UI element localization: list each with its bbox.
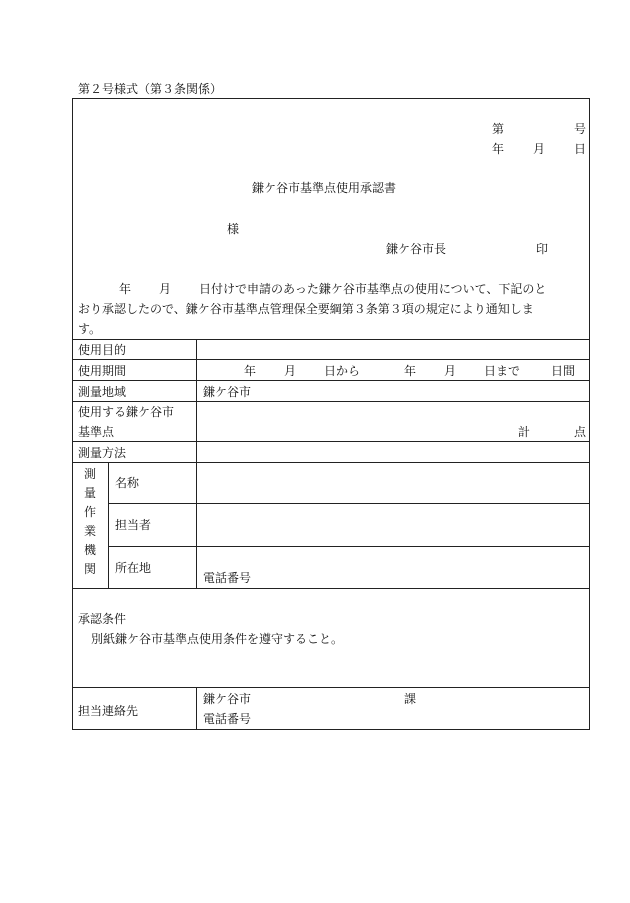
agency-char: 測	[83, 467, 96, 481]
area-value: 鎌ケ谷市	[203, 385, 252, 399]
row-line	[72, 588, 590, 589]
period-month-1: 月	[284, 364, 297, 378]
agency-char: 関	[83, 562, 96, 576]
points-label-line-2: 基準点	[78, 425, 115, 439]
column-divider	[108, 462, 109, 588]
form-number: 第２号様式（第３条関係）	[78, 82, 223, 96]
doc-number-dai: 第	[492, 122, 505, 136]
row-line	[72, 401, 590, 402]
contact-section: 課	[404, 692, 417, 706]
contact-phone-label: 電話番号	[203, 712, 252, 726]
period-month-2: 月	[444, 364, 457, 378]
agency-phone-label: 電話番号	[203, 571, 252, 585]
date-year: 年	[492, 142, 505, 156]
purpose-label: 使用目的	[78, 343, 127, 357]
agency-address-label: 所在地	[115, 561, 152, 575]
document-title: 鎌ケ谷市基準点使用承認書	[252, 181, 397, 195]
agency-char: 作	[83, 505, 96, 519]
points-total-label: 計	[518, 425, 531, 439]
conditions-label: 承認条件	[78, 612, 127, 626]
body-line-3: す。	[78, 322, 102, 336]
method-label: 測量方法	[78, 446, 127, 460]
body-month: 月	[159, 282, 172, 296]
seal-mark: 印	[536, 242, 549, 256]
issuer-name: 鎌ケ谷市長	[386, 242, 447, 256]
contact-label: 担当連絡先	[78, 704, 139, 718]
row-line	[72, 441, 590, 442]
period-year-2: 年	[404, 364, 417, 378]
period-year-1: 年	[244, 364, 257, 378]
conditions-text: 別紙鎌ケ谷市基準点使用条件を遵守すること。	[91, 632, 344, 646]
purpose-field[interactable]	[203, 343, 583, 357]
agency-vertical-label	[78, 465, 102, 579]
agency-char: 機	[83, 543, 96, 557]
agency-person-label: 担当者	[115, 518, 152, 532]
agency-char: 業	[83, 524, 96, 538]
row-line	[72, 462, 590, 463]
body-line-2: おり承認したので、鎌ケ谷市基準点管理保全要綱第３条第３項の規定により通知しま	[78, 302, 534, 316]
date-day: 日	[574, 142, 587, 156]
body-year: 年	[119, 282, 132, 296]
contact-city: 鎌ケ谷市	[203, 692, 252, 706]
row-line	[108, 503, 590, 504]
agency-char: 量	[83, 486, 96, 500]
doc-number-go: 号	[574, 122, 587, 136]
addressee-suffix: 様	[227, 222, 240, 236]
date-month: 月	[533, 142, 546, 156]
points-label-line-1: 使用する鎌ケ谷市	[78, 405, 175, 419]
agency-name-label: 名称	[115, 476, 140, 490]
row-line	[72, 359, 590, 360]
period-from: 日から	[324, 364, 361, 378]
row-line	[108, 546, 590, 547]
row-line	[72, 687, 590, 688]
area-label: 測量地域	[78, 385, 127, 399]
column-divider	[196, 339, 197, 588]
points-unit: 点	[574, 425, 587, 439]
row-line	[72, 380, 590, 381]
body-line-1: 日付けで申請のあった鎌ケ谷市基準点の使用について、下記のと	[199, 282, 547, 296]
period-label: 使用期間	[78, 364, 127, 378]
period-days: 日間	[551, 364, 576, 378]
table-top-line	[72, 339, 590, 340]
period-until: 日まで	[484, 364, 521, 378]
column-divider	[196, 687, 197, 730]
